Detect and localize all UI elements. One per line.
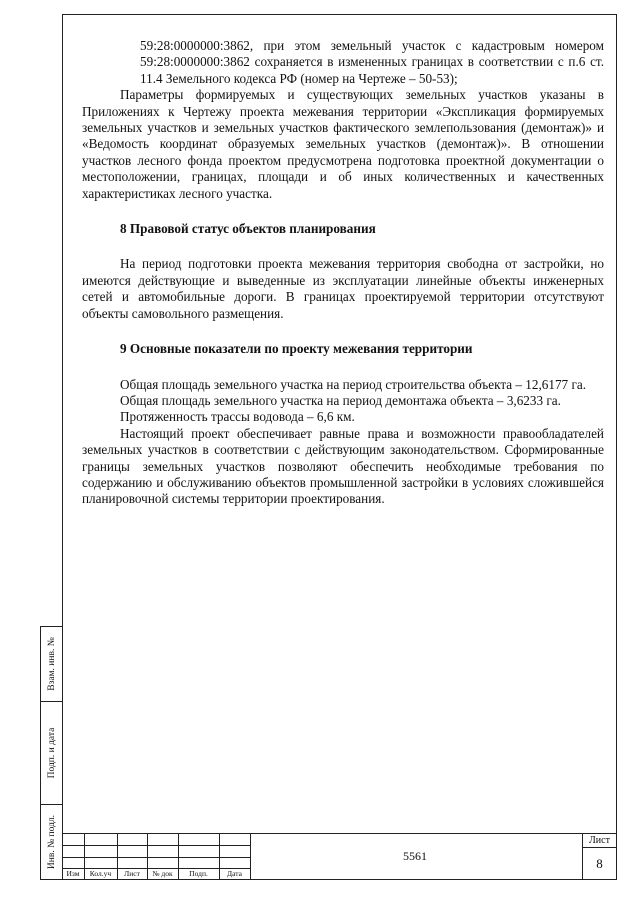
side-stamp-label: Инв. № подл. [46,814,57,870]
title-block-label: Лист [124,869,140,878]
paragraph: Общая площадь земельного участка на период демонтажа объекта – 3,6233 га. [120,392,561,408]
paragraph: Общая площадь земельного участка на период строительства объекта – 12,6177 га. [120,376,586,392]
paragraph: На период подготовки проекта межевания территория свободна от застройки, но имеются действующие и выведенные из эксплуатации линейные объекты инженерных сетей и автомобильные дороги. В границах проектируемой территории отсутствуют объекты самовольного размещения. [82,256,604,321]
section-heading: 8 Правовой статус объектов планирования [120,221,376,237]
paragraph: Параметры формируемых и существующих земельных участков указаны в Приложениях к Чертежу проекта межевания территории «Экспликация формируемых земельных участков и земельных участков фактического землепользования (демонтаж)» и «Ведомость координат образуемых земельных участков (демонтаж)». В отношении участков лесного фонда проектом предусмотрена подготовка проектной документации о местоположении, границах, площади и об иных количественных и качественных характеристиках лесного участка. [82,87,604,201]
side-stamp-label: Подп. и дата [46,727,57,779]
side-stamp-label: Взам. инв. № [46,637,57,691]
paragraph: Настоящий проект обеспечивает равные права и возможности правообладателей земельных участков в соответствии с действующим законодательством. Сформированные границы земельных участков позволяют обеспечить необходимые требования по содержанию и обслуживанию объектов промышленной застройки в условиях сложившейся планировочной системы территории проектирования. [82,425,604,507]
title-block-label: Подп. [189,869,208,878]
side-stamp-cell-signature [40,702,62,805]
list-item: 59:28:0000000:3862, при этом земельный участок с кадастровым номером 59:28:0000000:3862 сохраняется в измененных границах в соответствии с п.6 ст. 11.4 Земельного кодекса РФ (номер на Чертеже – 50-53); [140,38,604,86]
paragraph: Протяженность трассы водовода – 6,6 км. [120,409,355,425]
title-block-label: № док [152,869,173,878]
title-block [62,833,617,880]
sheet-label: Лист [589,835,610,846]
document-body [82,38,604,508]
title-block-label: Дата [227,869,242,878]
title-block-label: Кол.уч [89,869,112,878]
section-heading: 9 Основные показатели по проекту межевания территории [120,341,473,357]
title-block-label: Изм [66,869,80,878]
side-stamp-cell-replacement [40,626,62,702]
document-code: 5561 [403,849,427,863]
side-stamp-cell-inventory [40,805,62,880]
sheet-number: 8 [596,856,603,871]
side-stamp [40,626,62,880]
